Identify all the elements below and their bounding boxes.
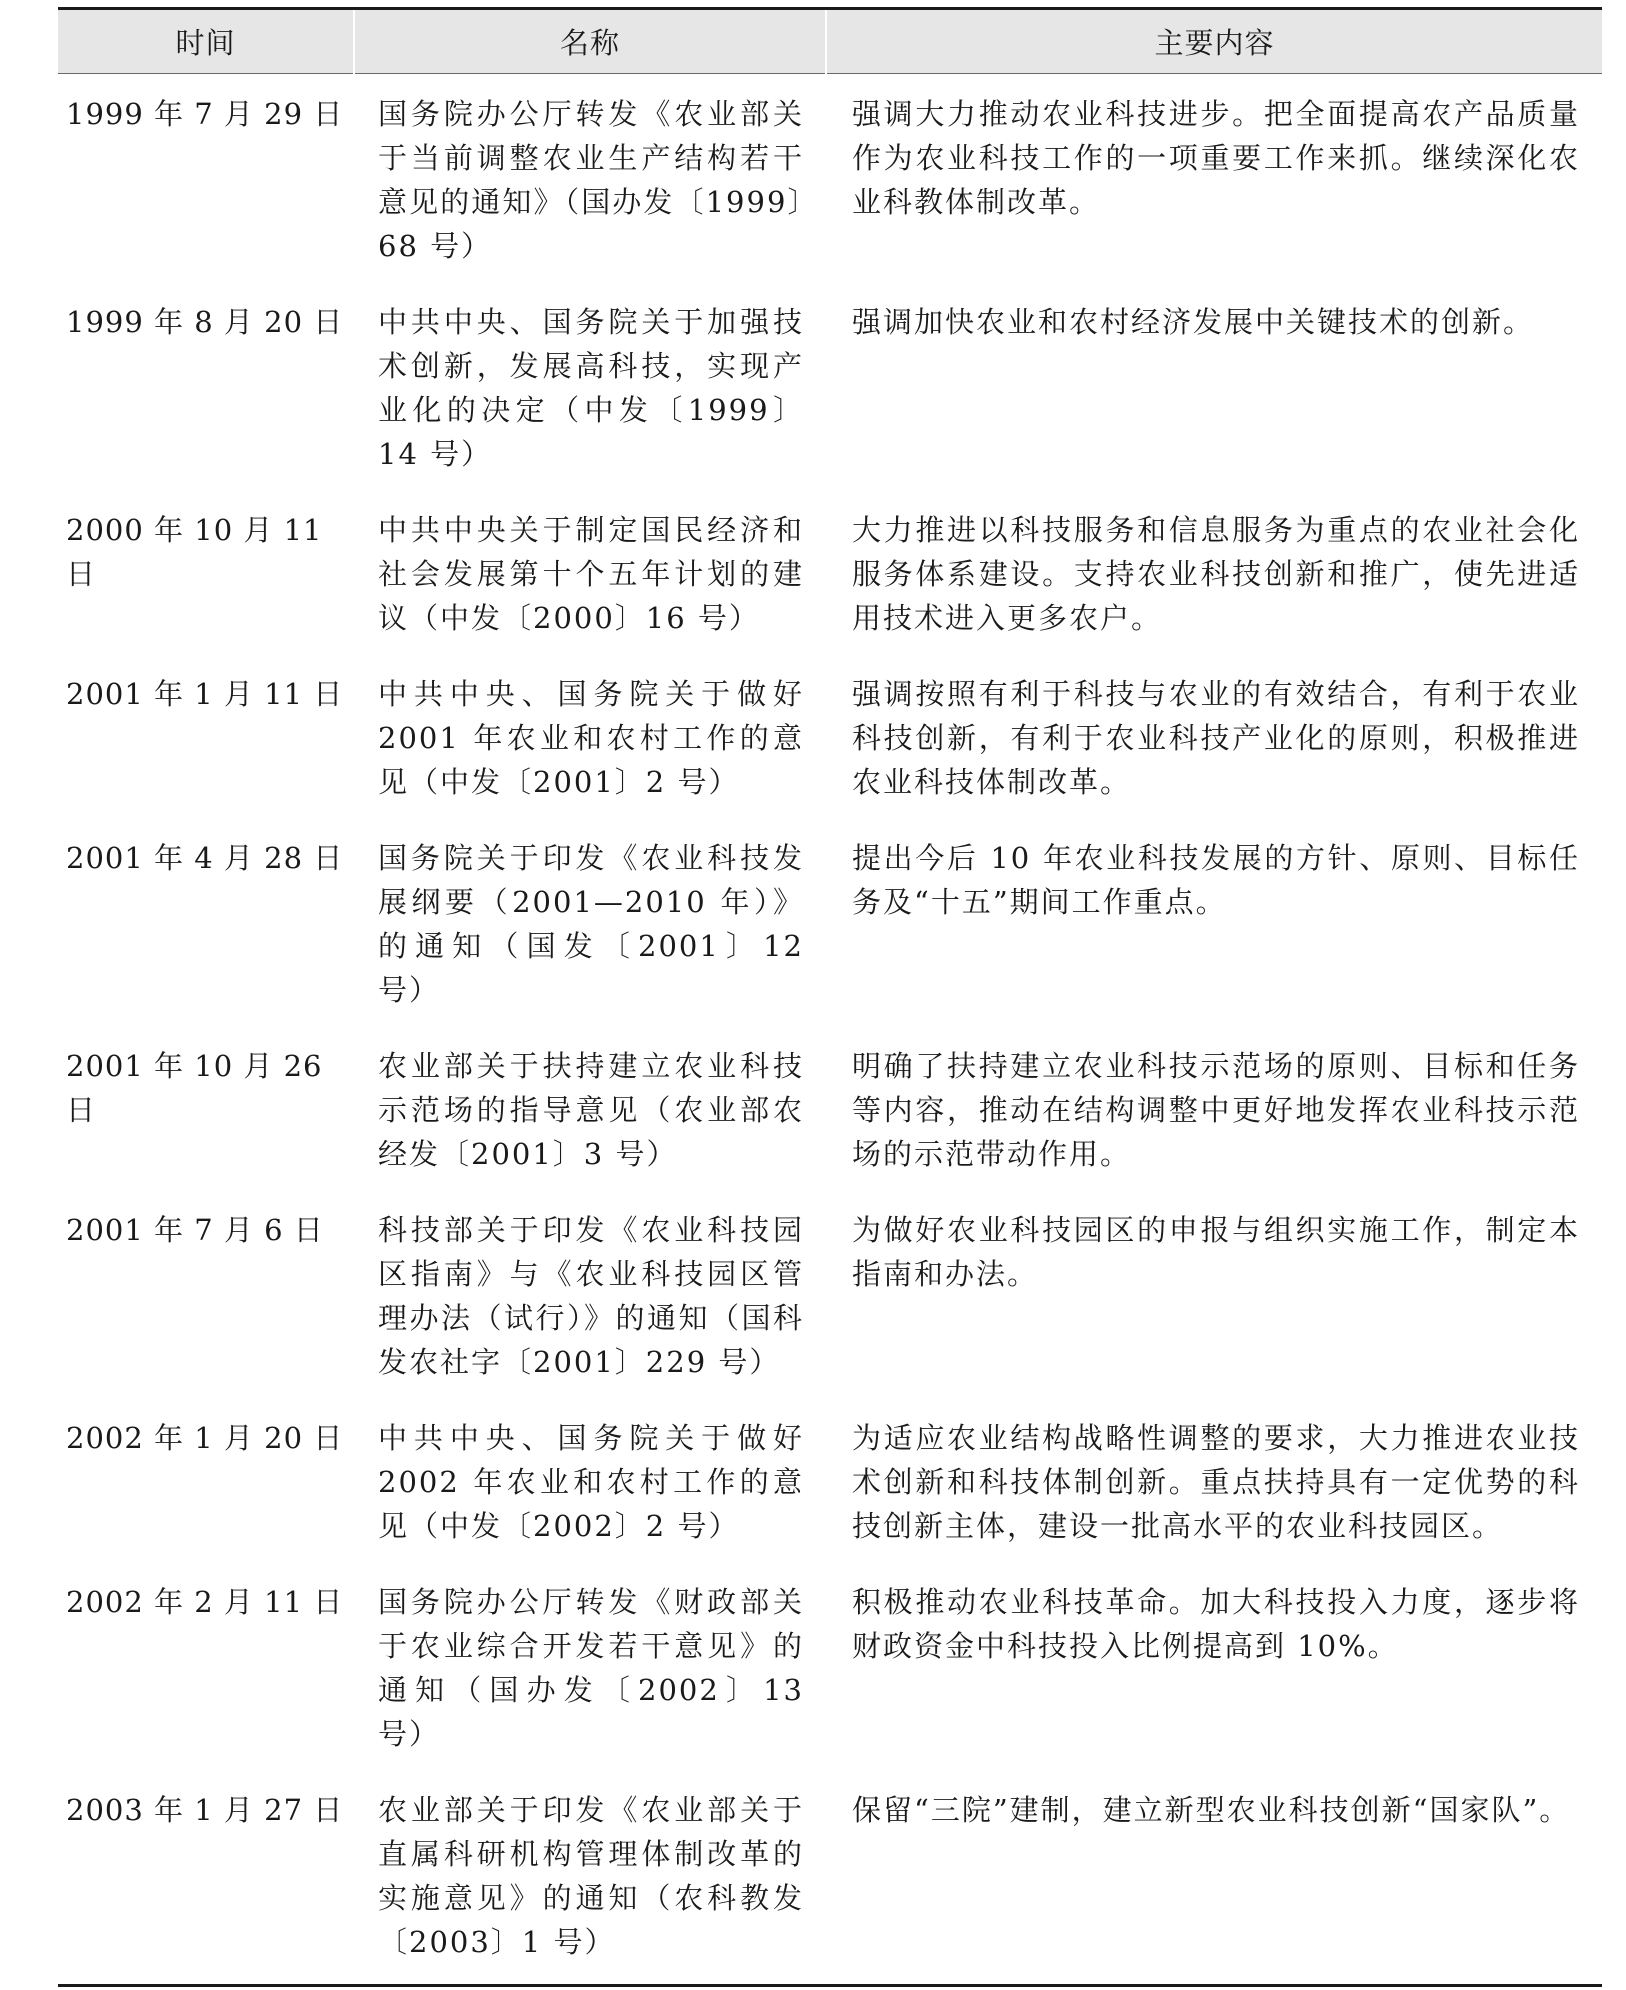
cell-content: 强调加快农业和农村经济发展中关键技术的创新。 (852, 305, 1535, 339)
table-row (58, 1398, 1602, 1562)
table-row (58, 490, 1602, 654)
cell-content: 提出今后 10 年农业科技发展的方针、原则、目标任务及“十五”期间工作重点。 (852, 841, 1580, 919)
cell-name: 中共中央、国务院关于做好 2002 年农业和农村工作的意见（中发〔2002〕2 号） (378, 1421, 804, 1543)
cell-name: 中共中央、国务院关于做好 2001 年农业和农村工作的意见（中发〔2001〕2 号） (378, 677, 804, 799)
cell-name: 中共中央关于制定国民经济和社会发展第十个五年计划的建议（中发〔2000〕16 号） (378, 513, 804, 635)
cell-time: 2002 年 2 月 11 日 (66, 1585, 344, 1619)
cell-content: 明确了扶持建立农业科技示范场的原则、目标和任务等内容，推动在结构调整中更好地发挥农业科技示范场的示范带动作用。 (852, 1049, 1580, 1171)
table-row (58, 654, 1602, 818)
table-row (58, 282, 1602, 490)
cell-time: 2003 年 1 月 27 日 (58, 1770, 354, 1986)
table-row (58, 74, 1602, 283)
cell-time: 2001 年 4 月 28 日 (66, 841, 344, 875)
table-row (58, 1770, 1602, 1986)
column-header-time: 时间 (58, 9, 354, 74)
cell-time: 2000 年 10 月 11 日 (66, 513, 323, 591)
cell-content: 积极推动农业科技革命。加大科技投入力度，逐步将财政资金中科技投入比例提高到 10%。 (852, 1585, 1580, 1663)
table-row (58, 1190, 1602, 1398)
cell-content: 保留“三院”建制，建立新型农业科技创新“国家队”。 (826, 1770, 1602, 1986)
cell-content: 为做好农业科技园区的申报与组织实施工作，制定本指南和办法。 (852, 1213, 1580, 1291)
cell-name: 国务院办公厅转发《农业部关于当前调整农业生产结构若干意见的通知》（国办发〔1999〕68 号） (378, 97, 804, 263)
cell-name: 农业部关于印发《农业部关于直属科研机构管理体制改革的实施意见》的通知（农科教发〔2003〕1 号） (354, 1770, 826, 1986)
cell-time: 1999 年 8 月 20 日 (66, 305, 344, 339)
column-header-name: 名称 (354, 9, 826, 74)
column-header-content: 主要内容 (826, 9, 1602, 74)
policy-table-page (58, 7, 1602, 1987)
cell-name: 农业部关于扶持建立农业科技示范场的指导意见（农业部农经发〔2001〕3 号） (378, 1049, 804, 1171)
cell-time: 2001 年 1 月 11 日 (66, 677, 344, 711)
cell-content: 大力推进以科技服务和信息服务为重点的农业社会化服务体系建设。支持农业科技创新和推广，使先进适用技术进入更多农户。 (852, 513, 1580, 635)
cell-content: 为适应农业结构战略性调整的要求，大力推进农业技术创新和科技体制创新。重点扶持具有一定优势的科技创新主体，建设一批高水平的农业科技园区。 (852, 1421, 1580, 1543)
cell-name: 国务院关于印发《农业科技发展纲要（2001—2010 年）》的通知（国发〔2001〕12 号） (378, 841, 804, 1007)
cell-name: 科技部关于印发《农业科技园区指南》与《农业科技园区管理办法（试行）》的通知（国科发农社字〔2001〕229 号） (378, 1213, 804, 1379)
table-header-row (58, 9, 1602, 74)
cell-content: 强调大力推动农业科技进步。把全面提高农产品质量作为农业科技工作的一项重要工作来抓。继续深化农业科教体制改革。 (852, 97, 1580, 219)
cell-time: 2002 年 1 月 20 日 (66, 1421, 344, 1455)
table-row (58, 818, 1602, 1026)
cell-time: 1999 年 7 月 29 日 (66, 97, 344, 131)
policy-table (58, 7, 1602, 1987)
table-row (58, 1562, 1602, 1770)
cell-time: 2001 年 7 月 6 日 (66, 1213, 324, 1247)
table-row (58, 1026, 1602, 1190)
cell-name: 国务院办公厅转发《财政部关于农业综合开发若干意见》的通知（国办发〔2002〕13 号） (378, 1585, 804, 1751)
cell-time: 2001 年 10 月 26 日 (66, 1049, 323, 1127)
cell-name: 中共中央、国务院关于加强技术创新，发展高科技，实现产业化的决定（中发〔1999〕14 号） (378, 305, 804, 471)
cell-content: 强调按照有利于科技与农业的有效结合，有利于农业科技创新，有利于农业科技产业化的原则，积极推进农业科技体制改革。 (852, 677, 1580, 799)
